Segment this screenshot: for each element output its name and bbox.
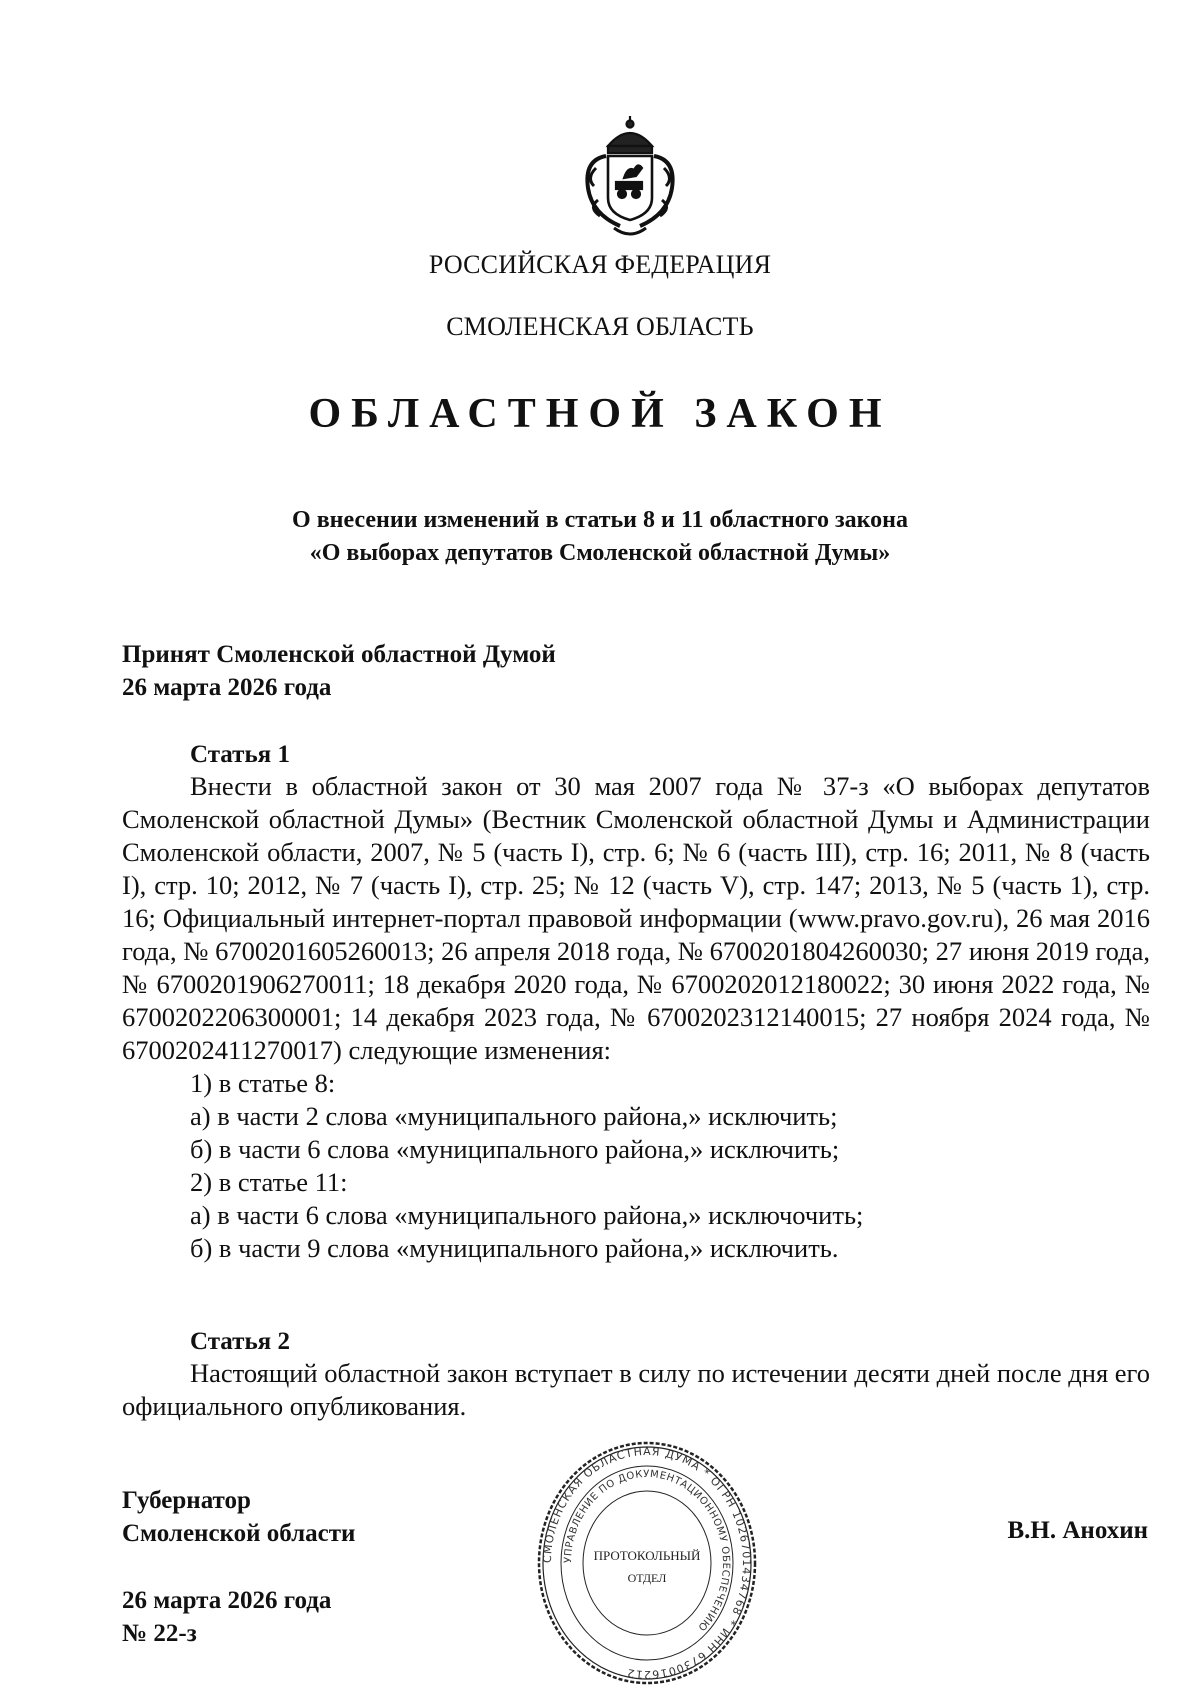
law-subject-line1: О внесении изменений в статьи 8 и 11 областного закона (292, 507, 908, 533)
article2-body (122, 1357, 1150, 1423)
article1-body (122, 770, 1150, 1265)
stamp-center-line1: ПРОТОКОЛЬНЫЙ (593, 1548, 701, 1563)
list-item: 2) в статье 11: (190, 1167, 348, 1197)
adoption-date: 26 марта 2026 года (122, 674, 332, 701)
list-item: 1) в статье 8: (190, 1068, 336, 1098)
list-item: б) в части 6 слова «муниципального района,» исключить; (190, 1134, 840, 1164)
article1-heading: Статья 1 (190, 741, 290, 768)
stamp-center-line2: ОТДЕЛ (627, 1571, 667, 1585)
official-stamp-icon (535, 1438, 759, 1688)
list-item: б) в части 9 слова «муниципального района,» исключить. (190, 1233, 839, 1263)
signing-date: 26 марта 2026 года (122, 1587, 332, 1614)
signer-position-line1: Губернатор (122, 1487, 251, 1514)
document-type-title: ОБЛАСТНОЙ ЗАКОН (308, 391, 892, 437)
article2-heading: Статья 2 (190, 1328, 290, 1355)
article1-intro: Внести в областной закон от 30 мая 2007 года № 37-з «О выборах депутатов Смоленской областной Думы» (Вестник Смоленской областной Думы и Администрации Смоленской области, 2007, № 5 (часть I), стр. 6; № 6 (часть III), стр. 16; 2011, № 8 (часть I), стр. 10; 2012, № 7 (часть I), стр. 25; № 12 (часть V), стр. 147; 2013, № 5 (часть 1), стр. 16; Официальный интернет-портал правовой информации (www.pravo.gov.ru), 26 мая 2016 года, № 6700201605260013; 26 апреля 2018 года, № 6700201804260030; 27 июня 2019 года, № 6700201906270011; 18 декабря 2020 года, № 6700202012180022; 30 июня 2022 года, № 6700202206300001; 14 декабря 2023 года, № 6700202312140015; 27 ноября 2024 года, № 6700202411270017) следующие изменения: (122, 771, 1150, 1065)
adoption-line1: Принят Смоленской областной Думой (122, 641, 556, 668)
law-subject-line2: «О выборах депутатов Смоленской областной Думы» (309, 540, 891, 566)
signer-name: В.Н. Анохин (1007, 1517, 1148, 1544)
country-name: РОССИЙСКАЯ ФЕДЕРАЦИЯ (428, 250, 772, 279)
stamp-inner-text: УПРАВЛЕНИЕ ПО ДОКУМЕНТАЦИОННОМУ ОБЕСПЕЧЕНИЮ (562, 1468, 732, 1633)
list-item: а) в части 2 слова «муниципального района,» исключить; (190, 1101, 838, 1131)
stamp-outer-text: СМОЛЕНСКАЯ ОБЛАСТНАЯ ДУМА * ОГРН 1026701434768 * ИНН 6730016212 (540, 1444, 754, 1682)
law-number: № 22-з (122, 1620, 197, 1647)
region-name: СМОЛЕНСКАЯ ОБЛАСТЬ (446, 312, 754, 341)
coat-of-arms-icon (578, 116, 682, 242)
signer-position-line2: Смоленской области (122, 1520, 356, 1547)
article2-text: Настоящий областной закон вступает в силу по истечении десяти дней после дня его официального опубликования. (122, 1358, 1150, 1421)
list-item: а) в части 6 слова «муниципального района,» исключочить; (190, 1200, 864, 1230)
